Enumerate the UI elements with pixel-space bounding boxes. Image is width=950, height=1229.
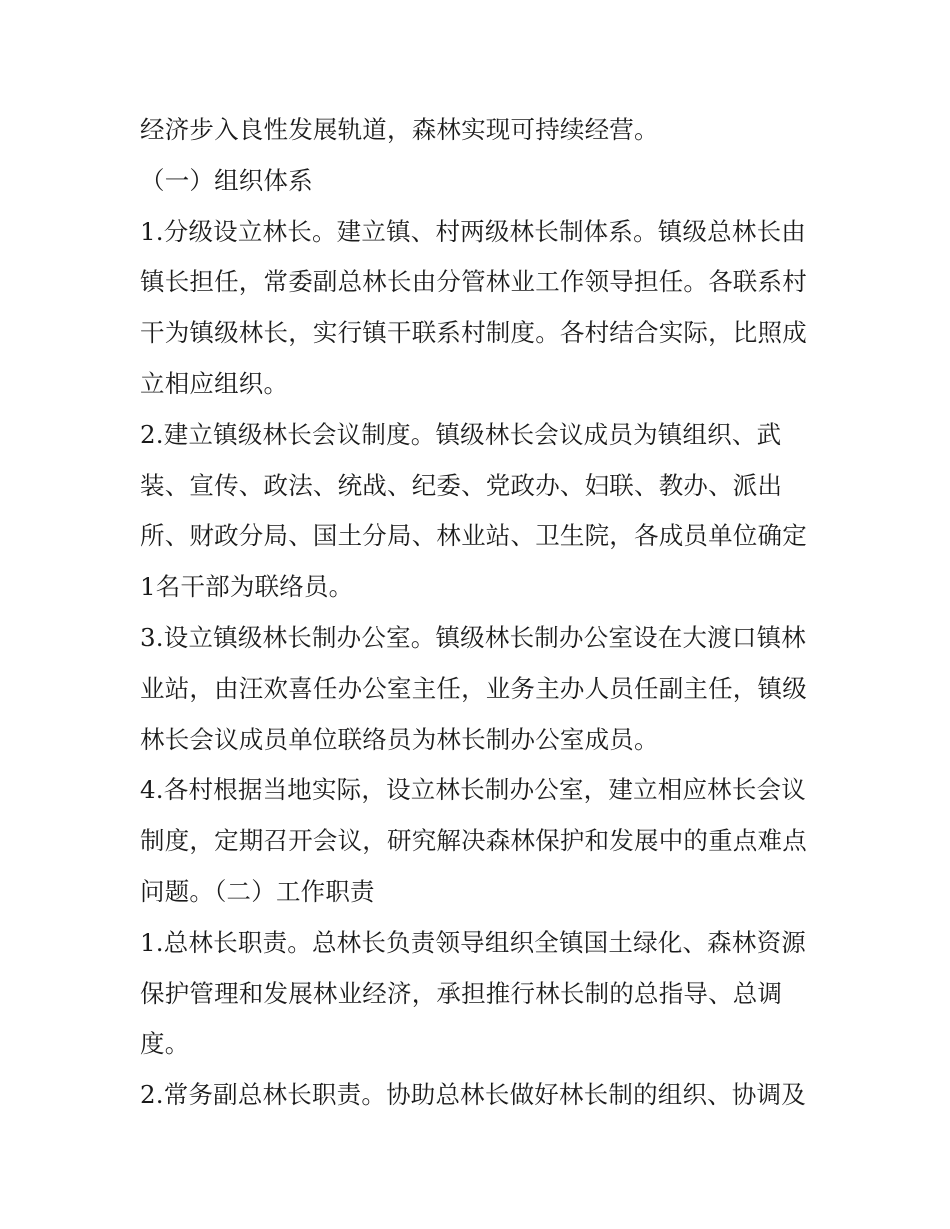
text-line: 1名干部为联络员。 xyxy=(140,572,354,602)
text-line: 林长会议成员单位联络员为林长制办公室成员。 xyxy=(140,724,659,754)
text-line: 立相应组织。 xyxy=(140,368,289,398)
section-heading: 问题。（二）工作职责 xyxy=(140,876,375,906)
text-line: 制度，定期召开会议，研究解决森林保护和发展中的重点难点 xyxy=(140,826,807,856)
text-line: 2.建立镇级林长会议制度。镇级林长会议成员为镇组织、武 xyxy=(140,419,782,449)
text-line: 3.设立镇级林长制办公室。镇级林长制办公室设在大渡口镇林 xyxy=(140,622,806,652)
text-line: 干为镇级林长，实行镇干联系村制度。各村结合实际，比照成 xyxy=(140,318,807,348)
document-body xyxy=(140,105,812,1121)
text-line: 业站，由汪欢喜任办公室主任，业务主办人员任副主任，镇级 xyxy=(140,673,807,703)
text-line: 装、宣传、政法、统战、纪委、党政办、妇联、教办、派出 xyxy=(140,470,783,500)
text-line: 镇长担任，常委副总林长由分管林业工作领导担任。各联系村 xyxy=(140,267,807,297)
text-line: 所、财政分局、国土分局、林业站、卫生院，各成员单位确定 xyxy=(140,521,807,551)
text-line: 经济步入良性发展轨道，森林实现可持续经营。 xyxy=(140,115,659,144)
text-line: 度。 xyxy=(140,1029,190,1059)
text-line: 1.分级设立林长。建立镇、村两级林长制体系。镇级总林长由 xyxy=(140,216,806,246)
text-line: 4.各村根据当地实际，设立林长制办公室，建立相应林长会议 xyxy=(140,775,806,805)
text-line: 保护管理和发展林业经济，承担推行林长制的总指导、总调 xyxy=(140,978,783,1008)
section-heading: （一）组织体系 xyxy=(140,165,313,195)
text-line: 1.总林长职责。总林长负责领导组织全镇国土绿化、森林资源 xyxy=(140,927,806,957)
text-line: 2.常务副总林长职责。协助总林长做好林长制的组织、协调及 xyxy=(140,1080,806,1110)
